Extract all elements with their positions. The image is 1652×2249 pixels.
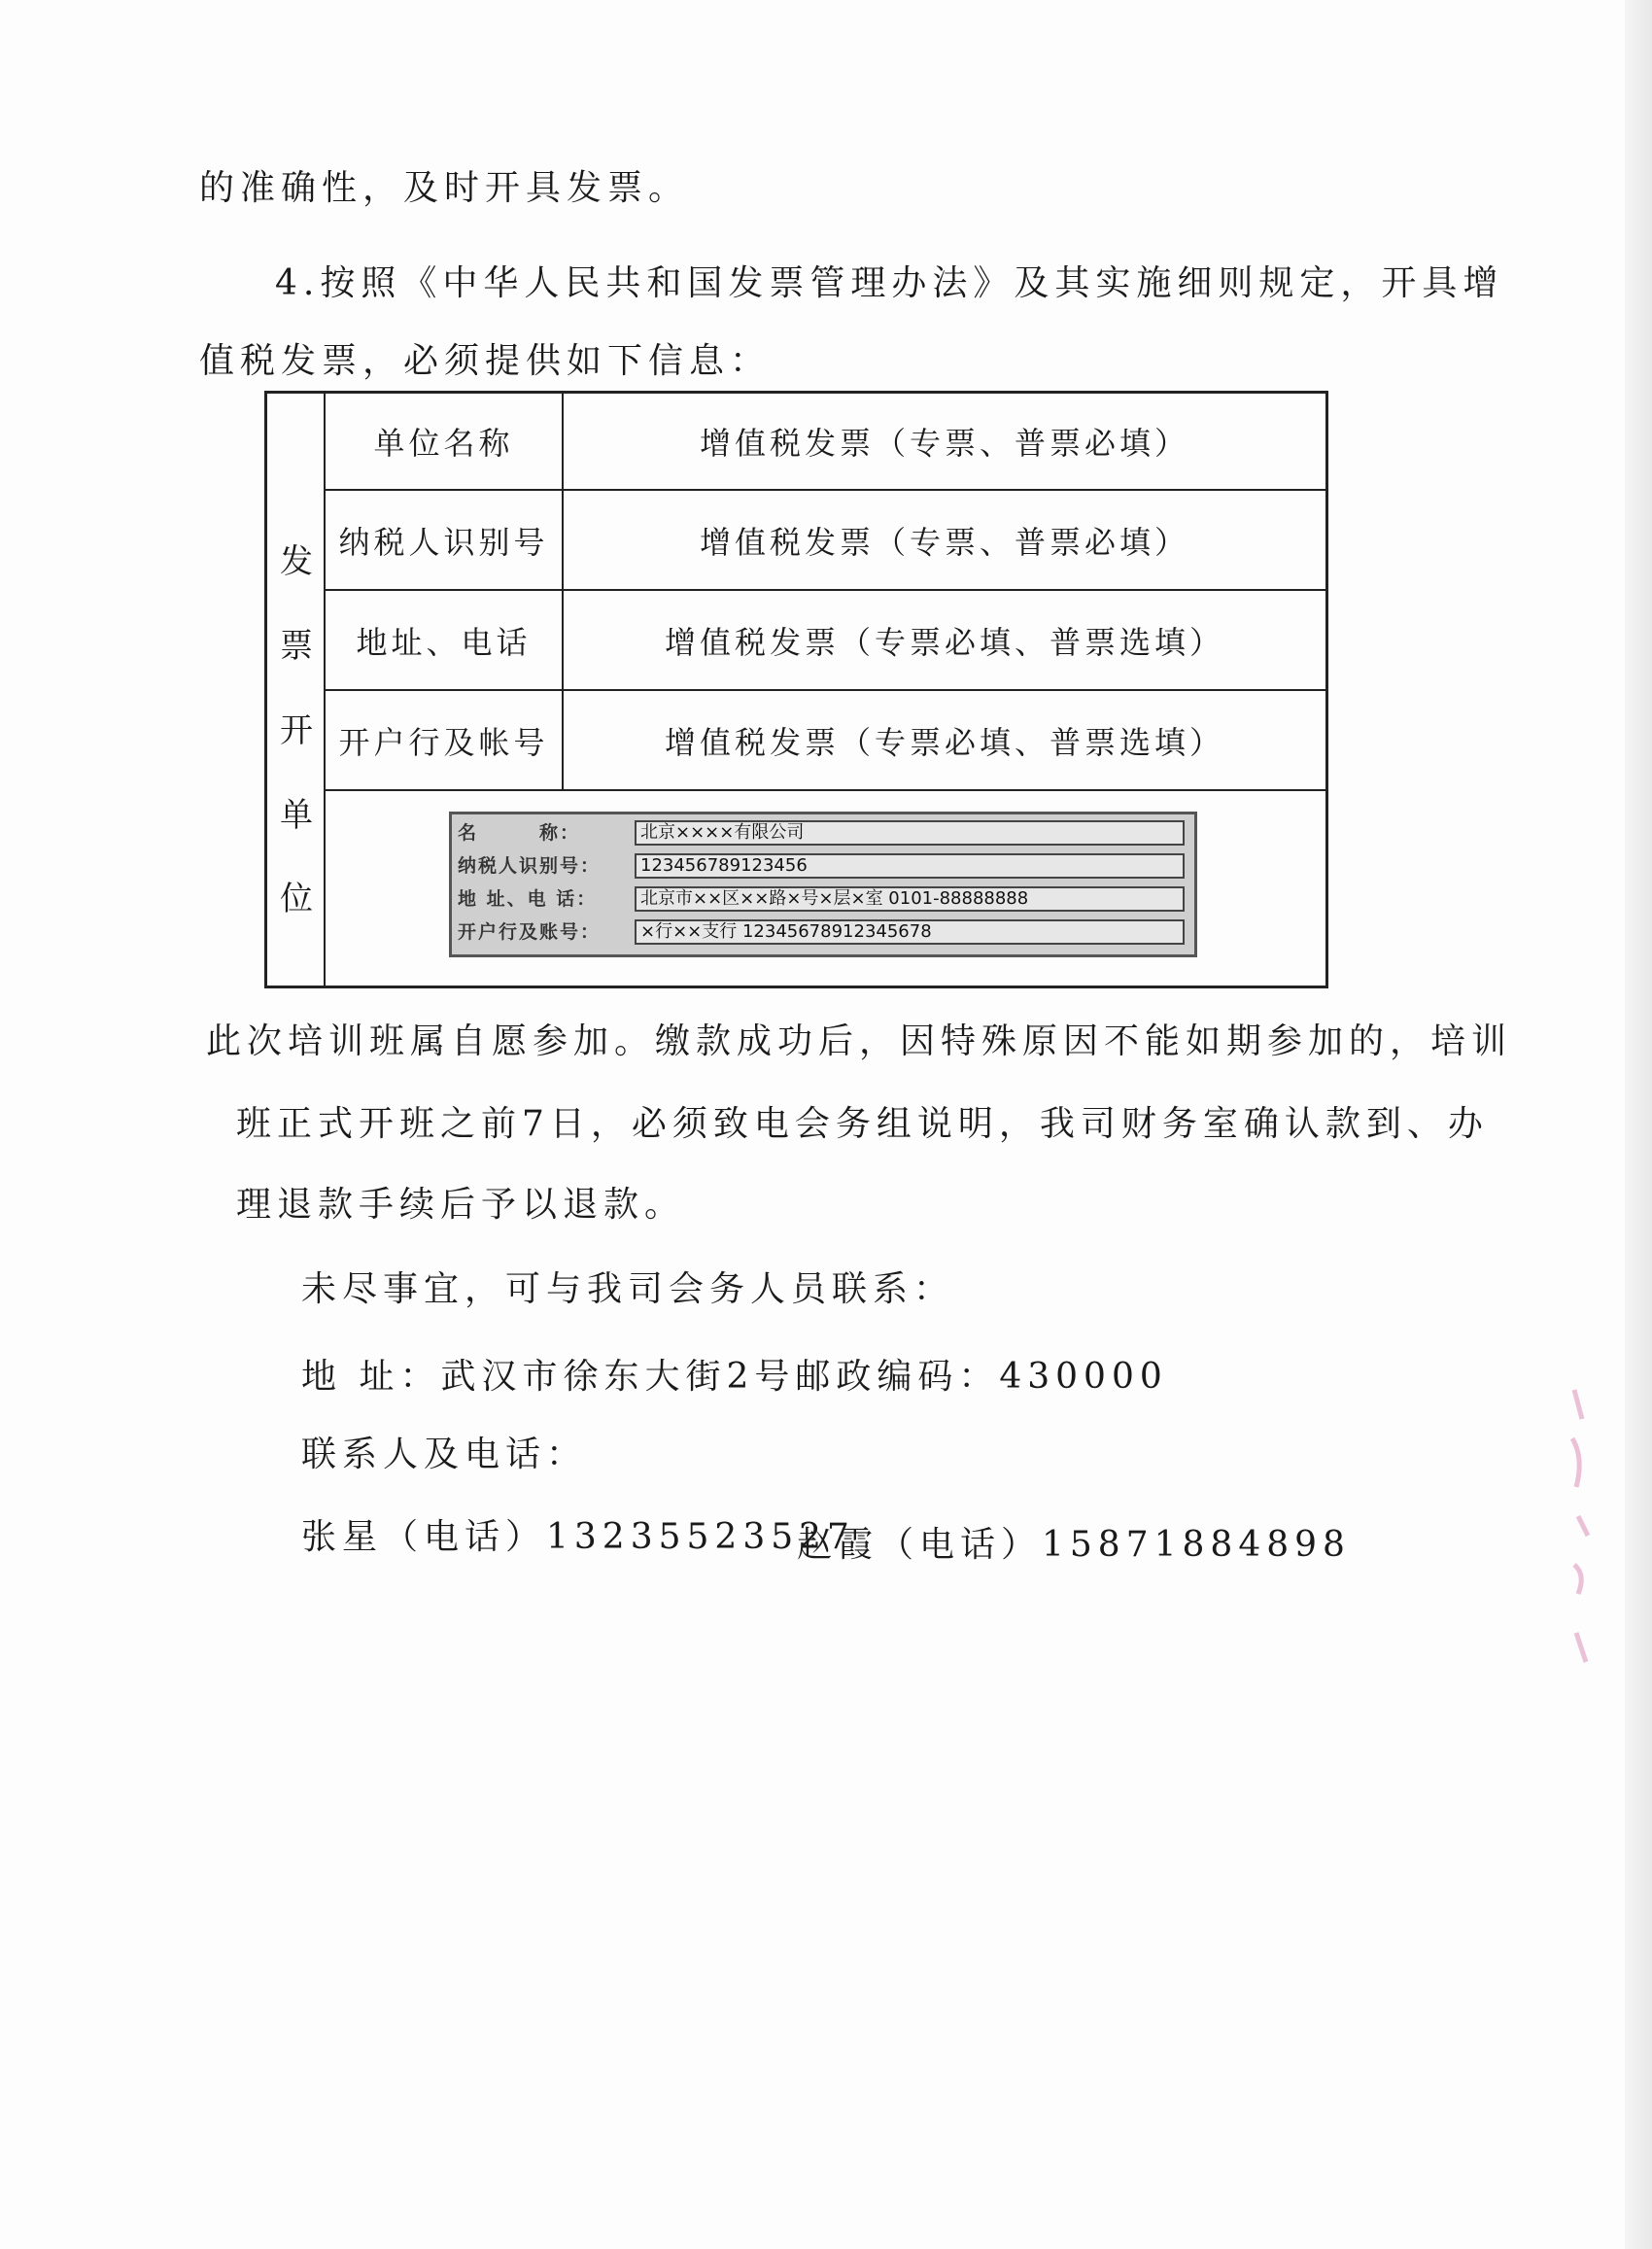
table-row-address-phone xyxy=(326,591,1325,691)
paragraph-address: 地 址：武汉市徐东大街2号邮政编码：430000 xyxy=(301,1357,1168,1397)
sample-row xyxy=(458,917,1188,947)
side-label-char: 发 xyxy=(280,542,313,581)
paragraph-voluntary-line1: 此次培训班属自愿参加。缴款成功后，因特殊原因不能如期参加的，培训 xyxy=(206,1021,1513,1061)
sample-value: 北京市××区××路×号×层×室 0101-88888888 xyxy=(635,886,1185,912)
paragraph-voluntary-line3: 理退款手续后予以退款。 xyxy=(236,1185,686,1225)
paragraph-contacts-heading: 联系人及电话： xyxy=(301,1435,588,1474)
row-label: 开户行及帐号 xyxy=(326,691,564,789)
sample-label: 名 称： xyxy=(458,822,581,844)
sample-value: ×行××支行 1234567891234567​8 xyxy=(635,919,1185,945)
sample-value: 123456789123456 xyxy=(635,853,1185,879)
row-label: 纳税人识别号 xyxy=(326,491,564,589)
row-requirement: 增值税发票（专票必填、普票选填） xyxy=(664,723,1224,761)
contact-zhao-xia: 赵霞（电话）15871884898 xyxy=(797,1525,1351,1565)
sample-row xyxy=(458,851,1188,881)
table-row-bank-account xyxy=(326,691,1325,791)
side-label-char: 开 xyxy=(280,711,313,750)
row-requirement: 增值税发票（专票必填、普票选填） xyxy=(664,623,1224,661)
sample-row xyxy=(458,818,1188,848)
row-label: 单位名称 xyxy=(326,394,564,489)
sample-label: 纳税人识别号： xyxy=(458,855,602,877)
side-label-char: 单 xyxy=(280,796,313,835)
paragraph-contact-intro: 未尽事宜，可与我司会务人员联系： xyxy=(301,1269,955,1309)
contact-zhang-xing: 张星（电话）13235523527 xyxy=(301,1517,855,1557)
sample-label: 开户行及账号： xyxy=(458,921,602,943)
scan-edge xyxy=(1625,0,1652,2249)
table-row-company-name xyxy=(326,394,1325,491)
invoice-issuer-side-label xyxy=(267,394,326,986)
row-label: 地址、电话 xyxy=(326,591,564,689)
side-label-char: 票 xyxy=(280,627,313,666)
row-requirement: 增值税发票（专票、普票必填） xyxy=(699,523,1189,561)
paragraph-voluntary-line2: 班正式开班之前7日，必须致电会务组说明，我司财务室确认款到、办 xyxy=(236,1104,1489,1144)
row-requirement: 增值税发票（专票、普票必填） xyxy=(699,425,1189,462)
stamp-remnant-mark xyxy=(1565,1380,1613,1672)
paragraph-invoice-accuracy: 的准确性，及时开具发票。 xyxy=(199,168,690,208)
sample-row xyxy=(458,884,1188,914)
sample-value: 北京××××有限公司 xyxy=(635,820,1185,846)
sample-label: 地 址、电 话： xyxy=(458,888,598,910)
paragraph-invoice-rule-line1: 4.按照《中华人民共和国发票管理办法》及其实施细则规定，开具增 xyxy=(275,263,1504,303)
paragraph-invoice-rule-line2: 值税发票，必须提供如下信息： xyxy=(199,341,772,381)
table-row-taxpayer-id xyxy=(326,491,1325,591)
side-label-char: 位 xyxy=(280,880,313,918)
invoice-sample-image xyxy=(449,812,1197,957)
